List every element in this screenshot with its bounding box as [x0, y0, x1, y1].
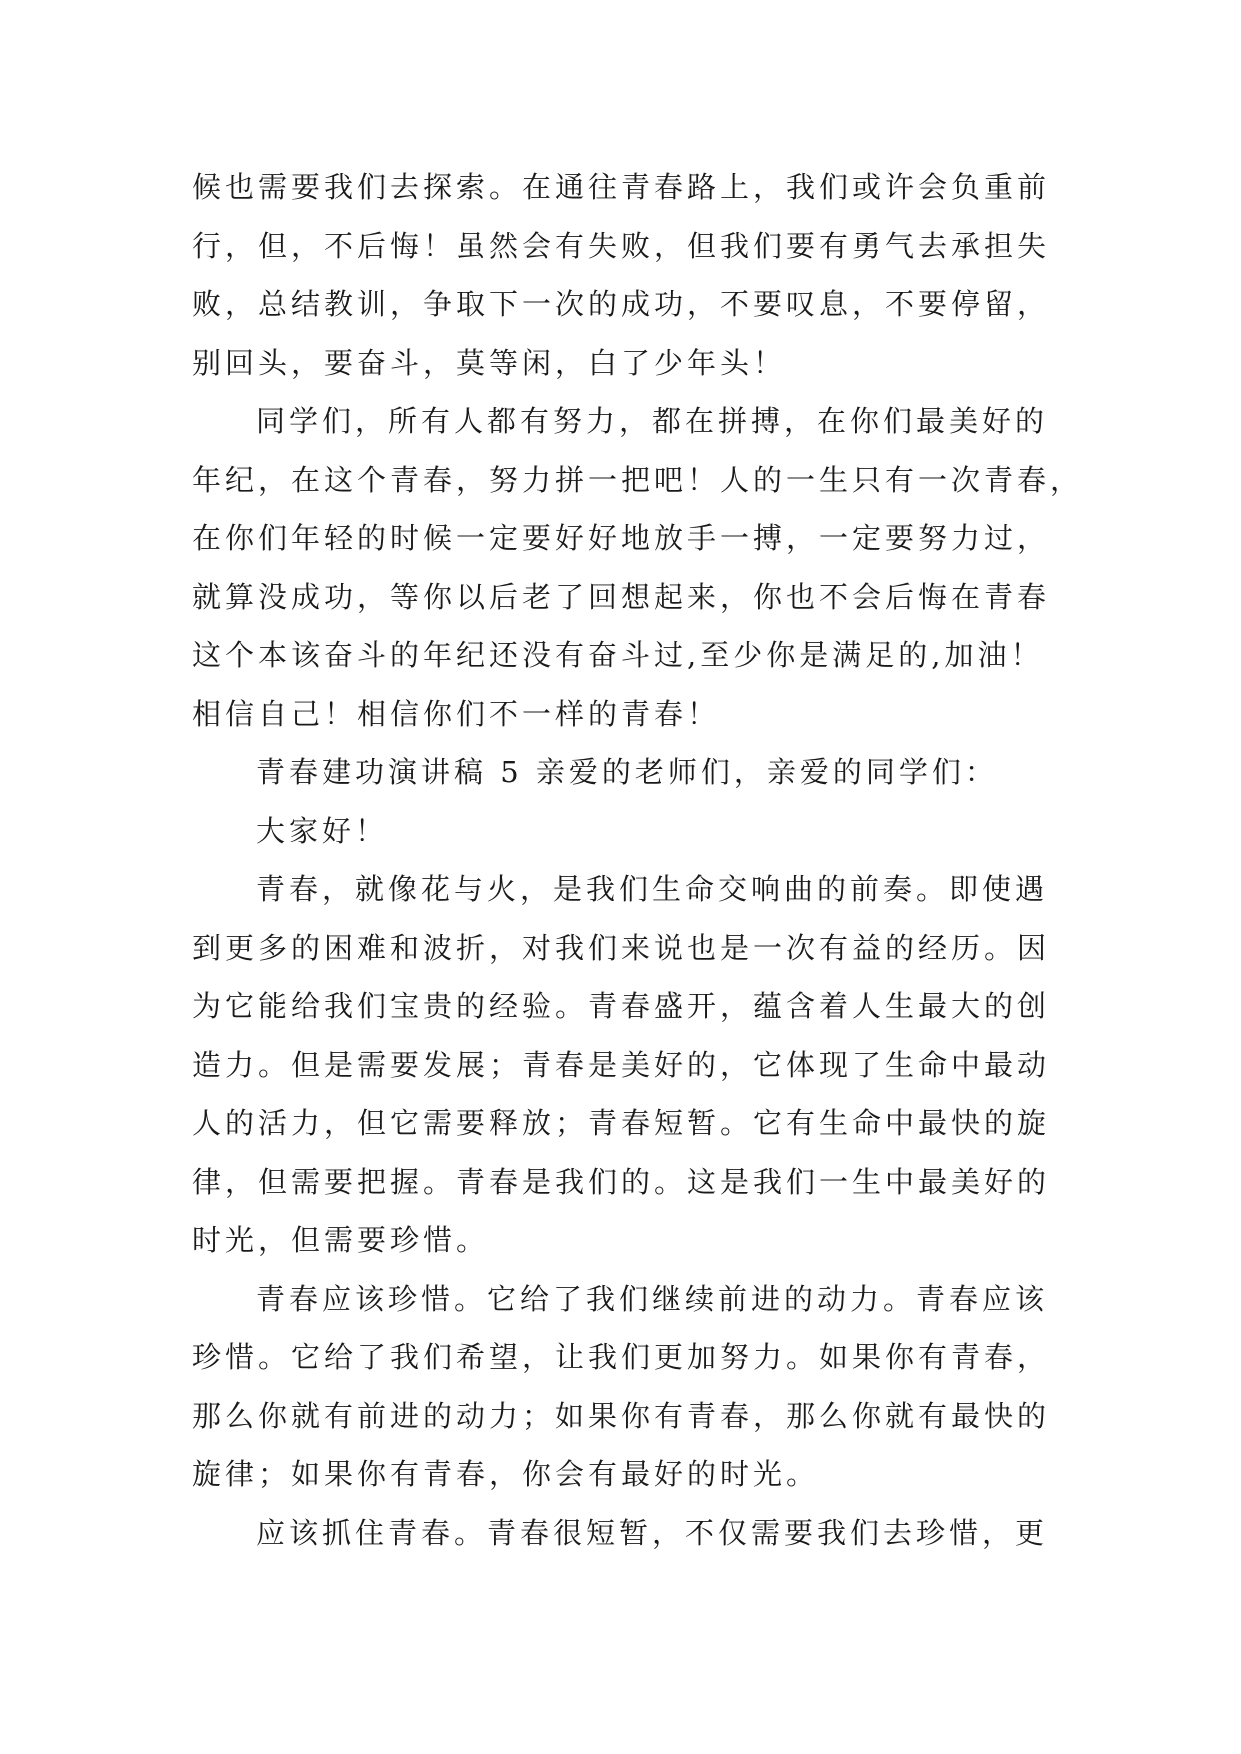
text-line: 造力。但是需要发展；青春是美好的，它体现了生命中最动 — [192, 1047, 1051, 1082]
text-line: 这个本该奋斗的年纪还没有奋斗过,至少你是满足的,加油！ — [192, 638, 1044, 672]
text-line: 就算没成功，等你以后老了回想起来，你也不会后悔在青春 — [192, 579, 1051, 614]
text-line: 年纪，在这个青春，努力拼一把吧！人的一生只有一次青春， — [192, 462, 1084, 497]
text-line: 候也需要我们去探索。在通往青春路上，我们或许会负重前 — [192, 170, 1051, 204]
paragraph-start-line: 同学们，所有人都有努力，都在拼搏，在你们最美好的 — [256, 404, 1049, 438]
text-line: 行，但，不后悔！虽然会有失败，但我们要有勇气去承担失 — [192, 228, 1051, 263]
text-line: 别回头，要奋斗，莫等闲，白了少年头！ — [192, 345, 787, 380]
paragraph-start-line: 青春应该珍惜。它给了我们继续前进的动力。青春应该 — [256, 1281, 1049, 1316]
text-line: 旋律；如果你有青春，你会有最好的时光。 — [192, 1457, 820, 1491]
text-line: 时光，但需要珍惜。 — [192, 1223, 490, 1257]
text-line: 为它能给我们宝贵的经验。青春盛开，蕴含着人生最大的创 — [192, 989, 1051, 1023]
speech-title-line: 青春建功演讲稿 5 亲爱的老师们，亲爱的同学们： — [256, 755, 998, 789]
text-line: 到更多的困难和波折，对我们来说也是一次有益的经历。因 — [192, 930, 1051, 965]
text-line: 相信自己！相信你们不一样的青春！ — [192, 696, 721, 731]
text-line: 那么你就有前进的动力；如果你有青春，那么你就有最快的 — [192, 1398, 1051, 1433]
text-line: 败，总结教训，争取下一次的成功，不要叹息，不要停留， — [192, 287, 1051, 321]
paragraph-start-line: 应该抓住青春。青春很短暂，不仅需要我们去珍惜，更 — [256, 1515, 1049, 1550]
text-line: 珍惜。它给了我们希望，让我们更加努力。如果你有青春， — [192, 1340, 1051, 1374]
text-line: 人的活力，但它需要释放；青春短暂。它有生命中最快的旋 — [192, 1106, 1051, 1140]
document-body — [192, 158, 1084, 1562]
text-line: 律，但需要把握。青春是我们的。这是我们一生中最美好的 — [192, 1164, 1051, 1199]
greeting-line: 大家好！ — [256, 813, 389, 848]
text-line: 在你们年轻的时候一定要好好地放手一搏，一定要努力过， — [192, 521, 1051, 555]
paragraph-start-line: 青春，就像花与火，是我们生命交响曲的前奏。即使遇 — [256, 872, 1049, 906]
